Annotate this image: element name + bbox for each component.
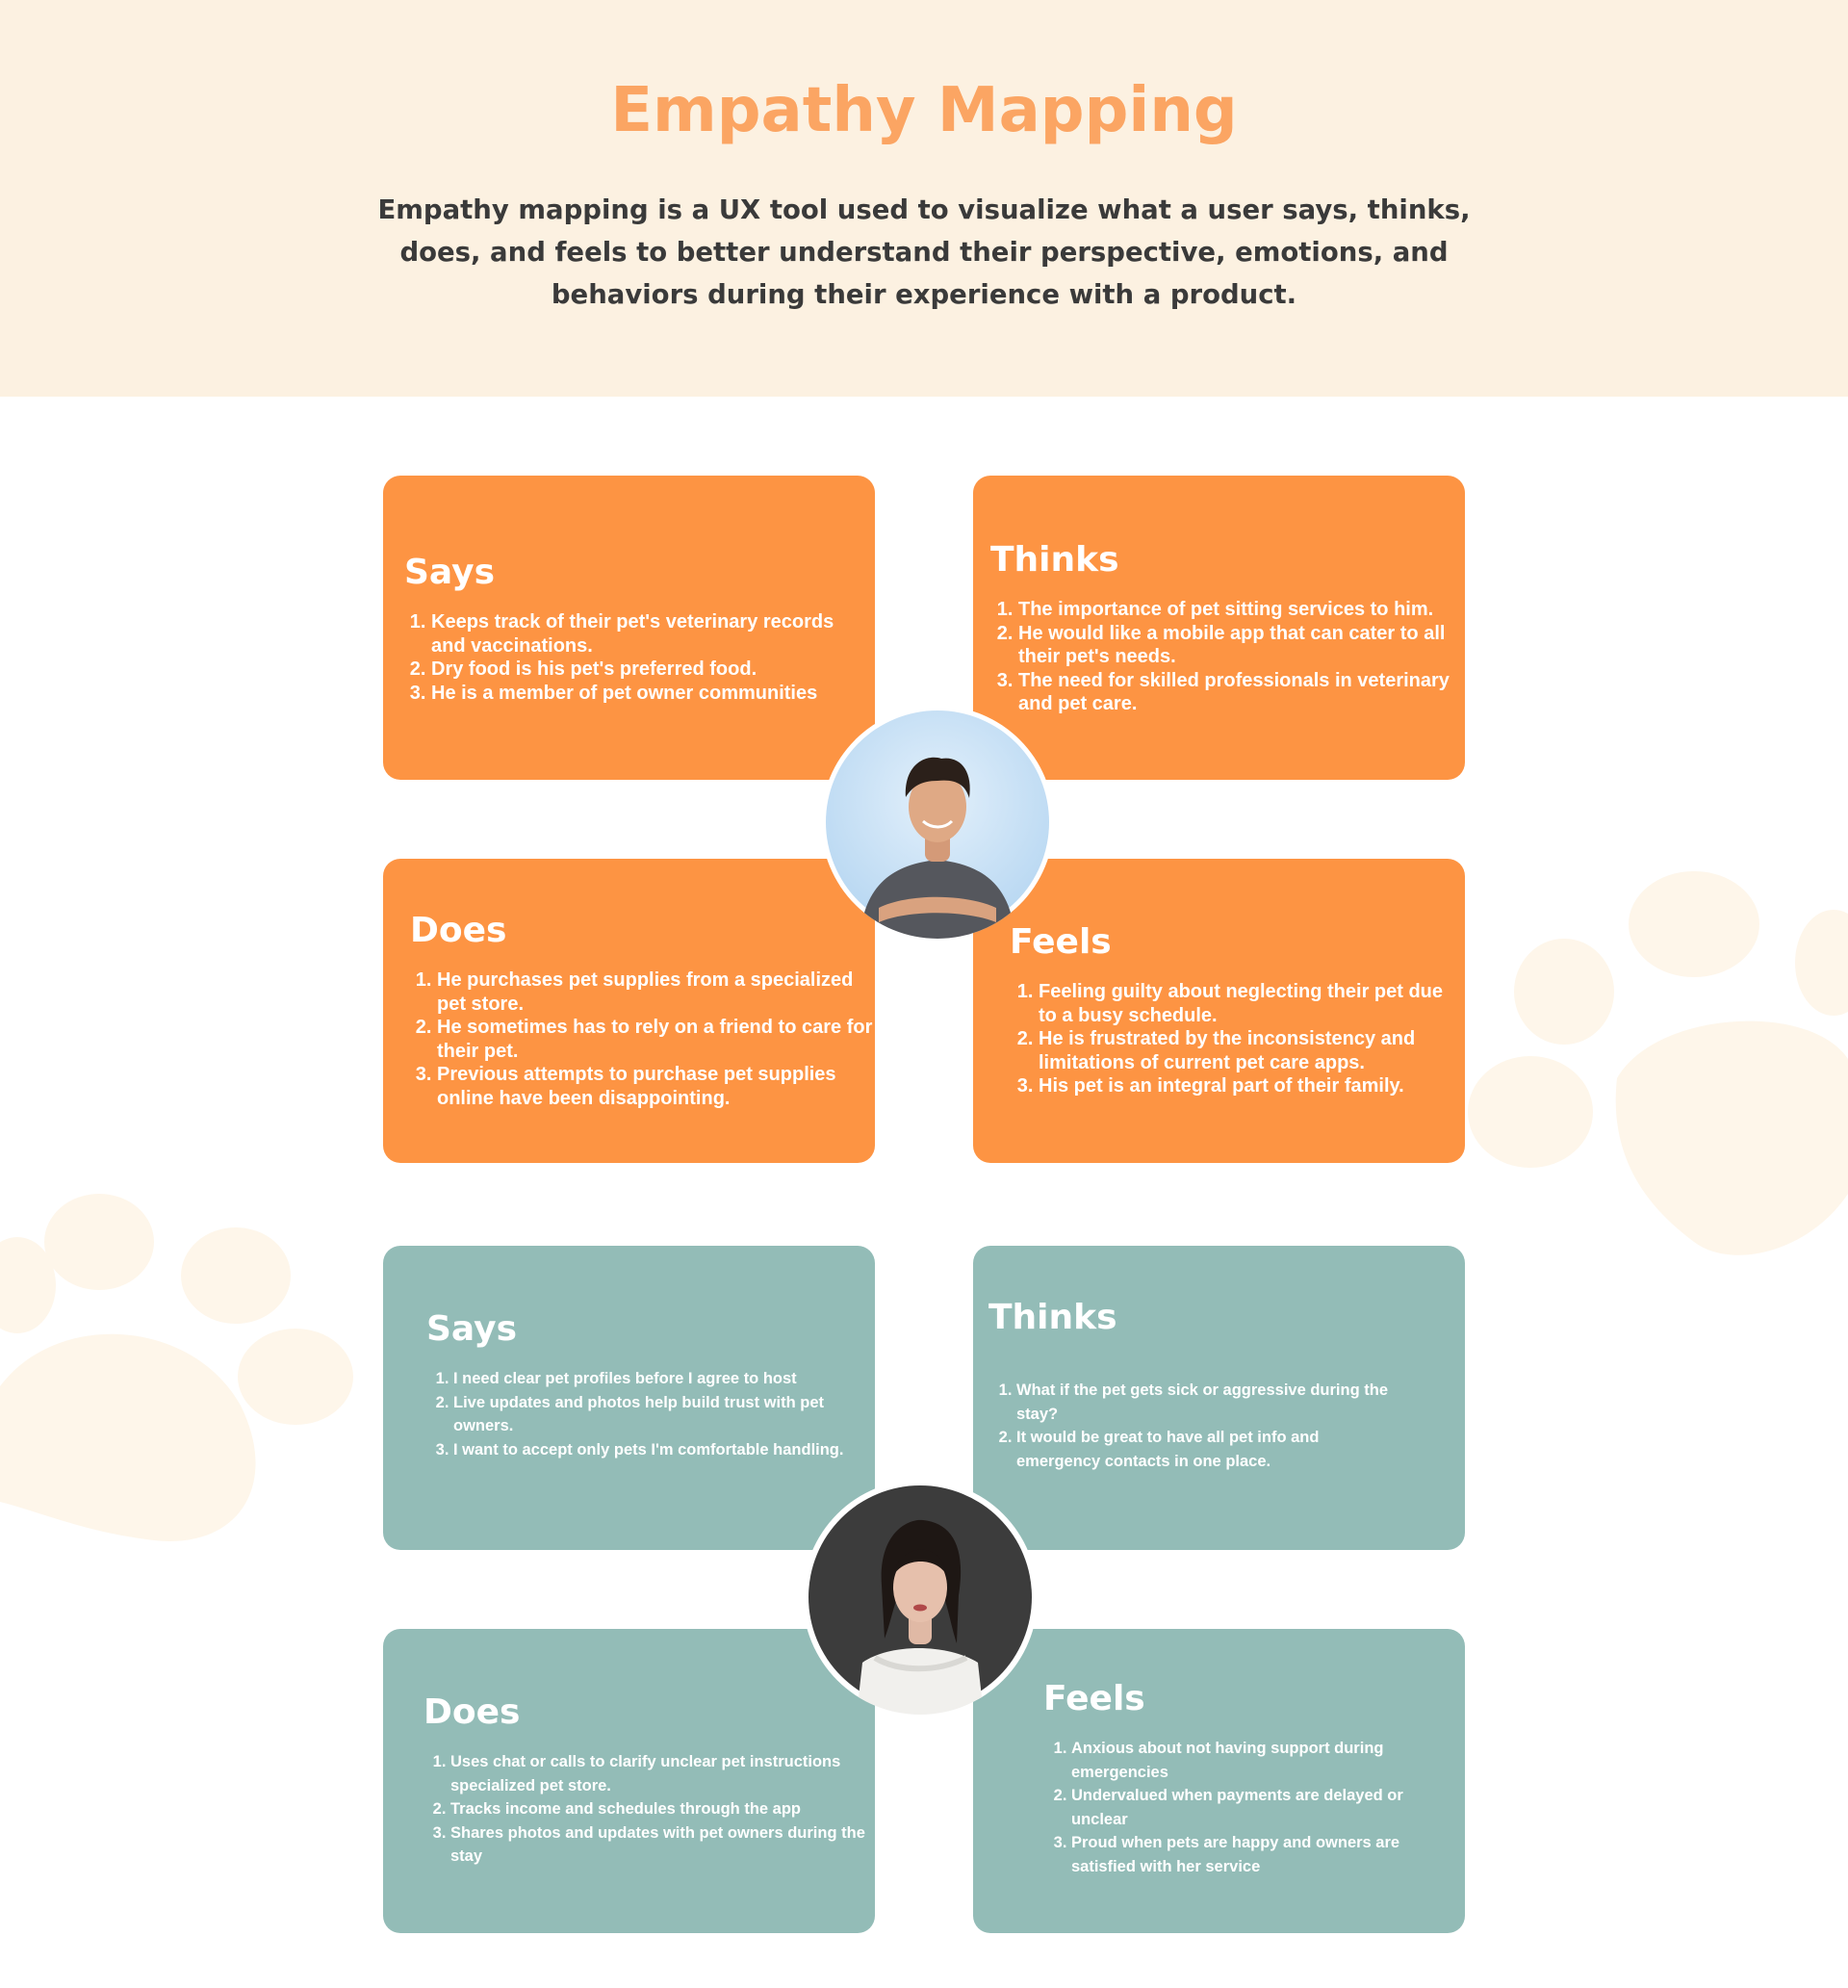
list-item: 1. Keeps track of their pet's veterinary records and vaccinations.	[431, 610, 869, 658]
paw-print-icon	[0, 1194, 366, 1550]
list-item: 1. Uses chat or calls to clarify unclear pet instructions specialized pet store.	[450, 1750, 879, 1797]
list-item: 2. Tracks income and schedules through the app	[450, 1797, 879, 1821]
list-item: 2. He is frustrated by the inconsistency and limitations of current pet care apps.	[1039, 1027, 1462, 1074]
card-list	[992, 1379, 1392, 1473]
card-list	[413, 968, 875, 1110]
does-card	[383, 859, 875, 1163]
card-list	[426, 1750, 879, 1869]
hero-banner	[0, 0, 1848, 397]
page-description: Empathy mapping is a UX tool used to visualize what a user says, thinks, does, and feels to better understand their perspective, emotions, and behaviors during their experience with a product.	[377, 194, 1471, 310]
card-title: Says	[426, 1309, 518, 1349]
says-card	[383, 476, 875, 780]
feels-card	[973, 1629, 1465, 1933]
thinks-card	[973, 476, 1465, 780]
list-item: 2. Undervalued when payments are delayed or unclear	[1071, 1784, 1427, 1831]
list-item: 3. Previous attempts to purchase pet supplies online have been disappointing.	[437, 1063, 875, 1110]
list-item: 2. He sometimes has to rely on a friend to care for their pet.	[437, 1016, 875, 1063]
card-list	[1047, 1737, 1427, 1878]
card-title: Feels	[1010, 922, 1112, 962]
list-item: 3. Shares photos and updates with pet owners during the stay	[450, 1821, 879, 1869]
list-item: 3. I want to accept only pets I'm comfortable handling.	[453, 1438, 858, 1462]
list-item: 2. Live updates and photos help build trust with pet owners.	[453, 1391, 858, 1438]
list-item: 3. His pet is an integral part of their family.	[1039, 1074, 1462, 1098]
list-item: 1. What if the pet gets sick or aggressive during the stay?	[1016, 1379, 1392, 1426]
list-item: 2. He would like a mobile app that can cater to all their pet's needs.	[1018, 622, 1476, 669]
list-item: 2. Dry food is his pet's preferred food.	[431, 658, 869, 682]
list-item: 3. Proud when pets are happy and owners are satisfied with her service	[1071, 1831, 1427, 1878]
card-title: Does	[410, 911, 507, 950]
feels-card	[973, 859, 1465, 1163]
card-title: Says	[404, 553, 496, 592]
thinks-card	[973, 1246, 1465, 1550]
list-item: 2. It would be great to have all pet info and emergency contacts in one place.	[1016, 1426, 1392, 1473]
list-item: 1. Feeling guilty about neglecting their pet due to a busy schedule.	[1039, 980, 1462, 1027]
says-card	[383, 1246, 875, 1550]
card-title: Does	[424, 1692, 521, 1732]
paw-print-icon	[1463, 847, 1848, 1290]
card-title: Thinks	[990, 540, 1119, 580]
page-title: Empathy Mapping	[610, 75, 1238, 146]
does-card	[383, 1629, 875, 1933]
list-item: 1. He purchases pet supplies from a specialized pet store.	[437, 968, 875, 1016]
card-title: Feels	[1043, 1679, 1145, 1718]
list-item: 1. Anxious about not having support during emergencies	[1071, 1737, 1427, 1784]
list-item: 3. The need for skilled professionals in veterinary and pet care.	[1018, 669, 1476, 716]
card-list	[429, 1367, 858, 1461]
female-user-avatar	[803, 1480, 1038, 1715]
card-list	[407, 610, 869, 705]
card-list	[994, 598, 1476, 716]
card-title: Thinks	[988, 1298, 1117, 1337]
card-list	[1014, 980, 1462, 1098]
list-item: 3. He is a member of pet owner communities	[431, 682, 869, 706]
male-user-avatar	[821, 706, 1054, 939]
list-item: 1. The importance of pet sitting services to him.	[1018, 598, 1476, 622]
list-item: 1. I need clear pet profiles before I agree to host	[453, 1367, 858, 1391]
